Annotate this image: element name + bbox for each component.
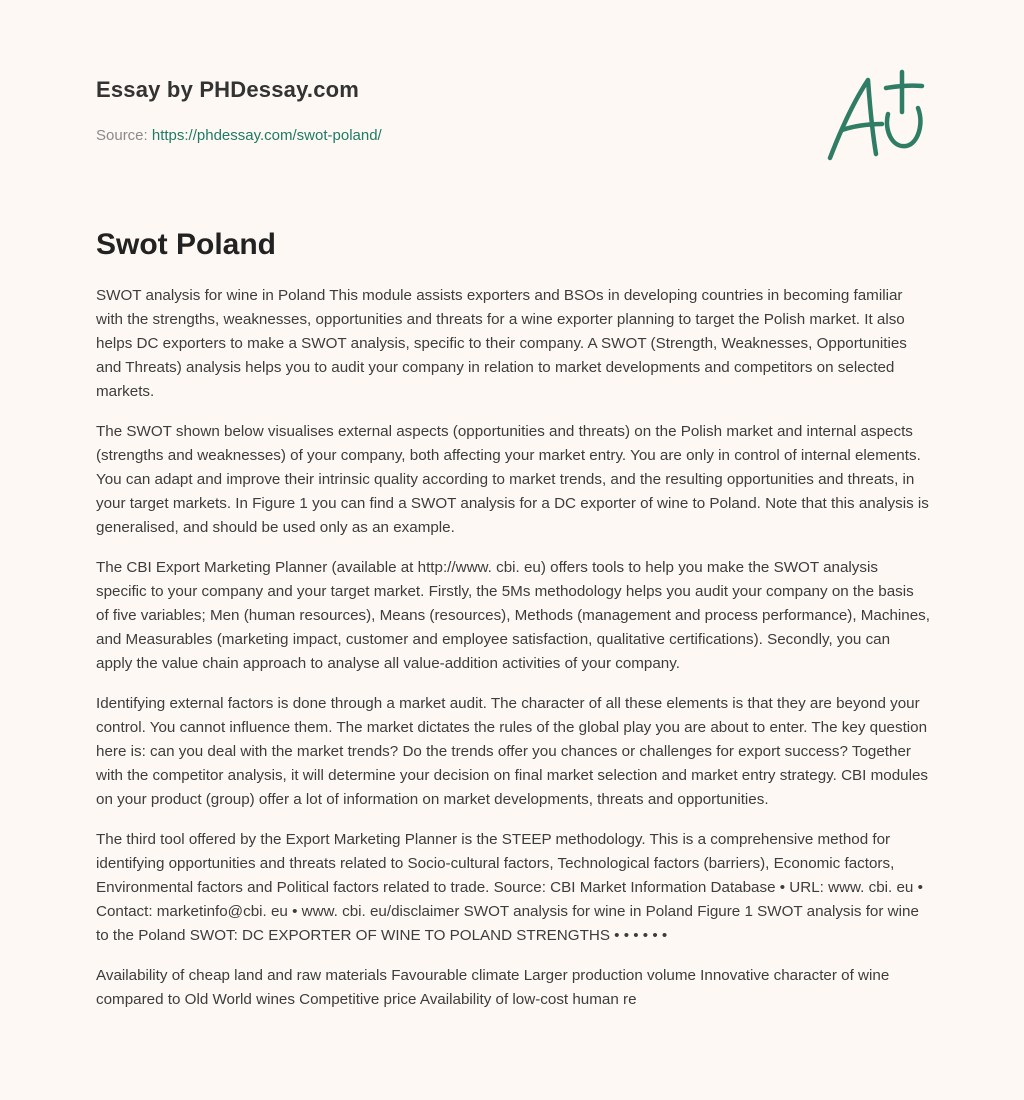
a-plus-logo-svg bbox=[822, 68, 926, 166]
essay-paragraph: The CBI Export Marketing Planner (available at http://www. cbi. eu) offers tools to help you make the SWOT analysis specific to your company and your target market. Firstly, the 5Ms methodology helps you audit your company on the basis of five variables; Men (human resources), Means (resources), Methods (management and process performance), Machines, and Measurables (marketing impact, customer and employee satisfaction, qualitative certifications). Secondly, you can apply the value chain approach to analyse all value-addition activities of your company. bbox=[96, 559, 930, 672]
source-link[interactable]: https://phdessay.com/swot-poland/ bbox=[151, 127, 382, 144]
essay-paragraph: Availability of cheap land and raw materials Favourable climate Larger production volume Innovative character of wine compared to Old World wines Competitive price Availability of low-cost human re bbox=[96, 967, 890, 1008]
site-title: Essay by PHDessay.com bbox=[96, 77, 360, 102]
essay-paragraph: The SWOT shown below visualises external aspects (opportunities and threats) on the Polish market and internal aspects (strengths and weaknesses) of your company, both affecting your market entry. You are only in control of internal elements. You can adapt and improve their intrinsic quality according to market trends, and the resulting opportunities and threats, in your target markets. In Figure 1 you can find a SWOT analysis for a DC exporter of wine to Poland. Note that this analysis is generalised, and should be used only as an example. bbox=[96, 423, 929, 536]
essay-content bbox=[96, 226, 930, 1028]
a-plus-grade-icon bbox=[822, 68, 926, 166]
source-label: Source: bbox=[96, 127, 148, 144]
essay-paragraph: SWOT analysis for wine in Poland This module assists exporters and BSOs in developing countries in becoming familiar with the strengths, weaknesses, opportunities and threats for a wine exporter planning to target the Polish market. It also helps DC exporters to make a SWOT analysis, specific to their company. A SWOT (Strength, Weaknesses, Opportunities and Threats) analysis helps you to audit your company in relation to market developments and competitors on selected markets. bbox=[96, 287, 907, 400]
essay-paragraph: Identifying external factors is done through a market audit. The character of all these elements is that they are beyond your control. You cannot influence them. The market dictates the rules of the global play you are about to enter. The key question here is: can you deal with the market trends? Do the trends offer you chances or challenges for export success? Together with the competitor analysis, it will determine your decision on final market selection and market entry strategy. CBI modules on your product (group) offer a lot of information on market developments, threats and opportunities. bbox=[96, 695, 929, 808]
source-line bbox=[96, 126, 796, 146]
essay-title: Swot Poland bbox=[96, 228, 276, 261]
essay-paragraph: The third tool offered by the Export Marketing Planner is the STEEP methodology. This is a comprehensive method for identifying opportunities and threats related to Socio-cultural factors, Technological factors (barriers), Economic factors, Environmental factors and Political factors related to trade. Source: CBI Market Information Database • URL: www. cbi. eu • Contact: marketinfo@cbi. eu • www. cbi. eu/disclaimer SWOT analysis for wine in Poland Figure 1 SWOT analysis for wine to the Poland SWOT: DC EXPORTER OF WINE TO POLAND STRENGTHS • • • • • • bbox=[96, 831, 923, 944]
page-header bbox=[96, 76, 796, 146]
